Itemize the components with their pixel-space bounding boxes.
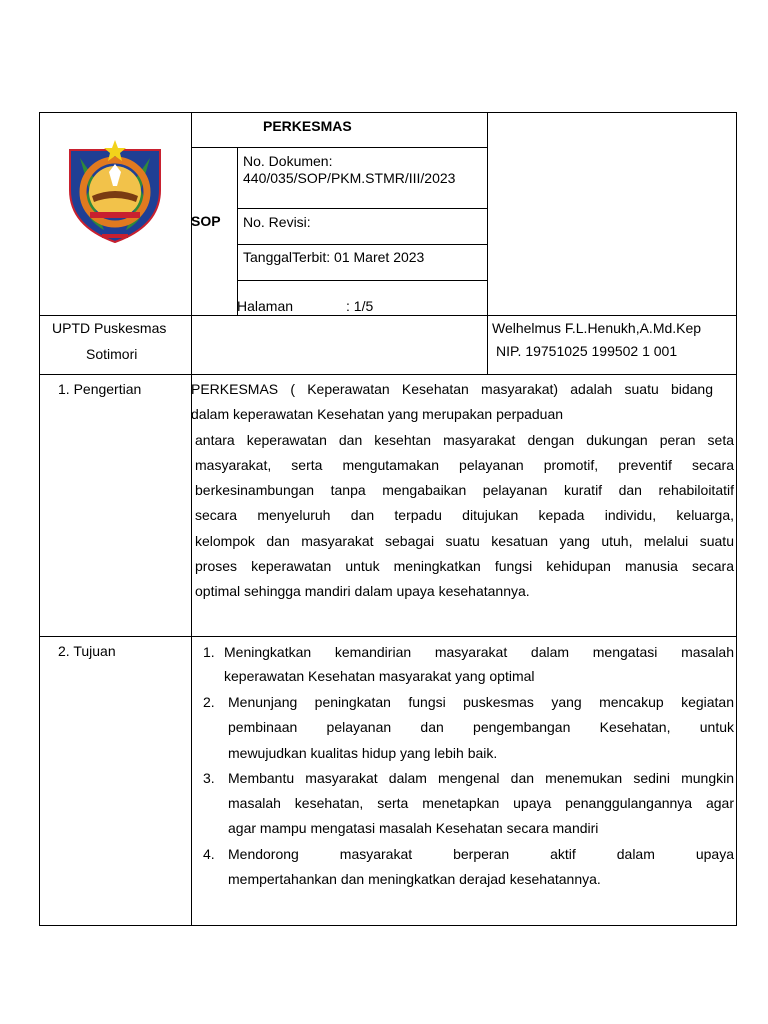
pengertian-line: PERKESMAS ( Keperawatan Kesehatan masyarakat) adalah suatu bidang [191,381,713,397]
document-title: PERKESMAS [263,118,352,134]
list-item: agar mampu mengatasi masalah Kesehatan secara mandiri [228,820,599,836]
pengertian-line: kelompok dan masyarakat sebagai suatu kesatuan yang utuh, melalui suatu [195,533,734,549]
list-item: Mendorong masyarakat berperan aktif dalam upaya [228,846,734,862]
list-number: 2. [203,694,215,710]
list-number: 3. [203,770,215,786]
pengertian-line: antara keperawatan dan kesehtan masyarakat dengan dukungan peran seta [195,432,734,448]
org-location: Sotimori [86,346,138,362]
doc-number-value: 440/035/SOP/PKM.STMR/III/2023 [243,170,456,186]
issue-date: TanggalTerbit: 01 Maret 2023 [243,249,425,265]
list-number: 4. [203,846,215,862]
list-item: Membantu masyarakat dalam mengenal dan menemukan sedini mungkin [228,770,734,786]
list-number: 1. [203,644,215,660]
list-item: masalah kesehatan, serta menetapkan upaya penanggulangannya agar [228,795,734,811]
page-label: Halaman [237,298,294,314]
pengertian-line: masyarakat, serta mengutamakan pelayanan promotif, preventif secara [195,457,734,473]
org-name: UPTD Puskesmas [52,320,167,336]
signatory-nip: NIP. 19751025 199502 1 001 [496,343,678,359]
regency-crest-icon [64,138,166,244]
list-item: Menunjang peningkatan fungsi puskesmas yang mencakup kegiatan [228,694,734,710]
list-item: mempertahankan dan meningkatkan derajad kesehatannya. [228,871,601,887]
list-item: keperawatan Kesehatan masyarakat yang optimal [224,668,535,684]
pengertian-line: berkesinambungan tanpa mengabaikan pelayanan kuratif dan rehabiloitatif [195,482,734,498]
pengertian-line: secara menyeluruh dan terpadu ditujukan kepada individu, keluarga, [195,507,734,523]
sop-label: SOP [191,213,221,229]
revision-label: No. Revisi: [243,214,311,230]
list-item: mewujudkan kualitas hidup yang lebih baik. [228,745,498,761]
list-item: pembinaan pelayanan dan pengembangan Kesehatan, untuk [228,719,734,735]
signatory-name: Welhelmus F.L.Henukh,A.Md.Kep [492,320,702,336]
page-value: : 1/5 [346,298,374,314]
doc-number-label: No. Dokumen: [243,153,333,169]
section-label-pengertian: 1. Pengertian [58,381,142,397]
pengertian-line: optimal sehingga mandiri dalam upaya kesehatannya. [195,583,530,599]
list-item: Meningkatkan kemandirian masyarakat dalam mengatasi masalah [224,644,734,660]
section-label-tujuan: 2. Tujuan [58,643,116,659]
pengertian-line: proses keperawatan untuk meningkatkan fungsi kehidupan manusia secara [195,558,734,574]
pengertian-line: dalam keperawatan Kesehatan yang merupakan perpaduan [191,406,564,422]
